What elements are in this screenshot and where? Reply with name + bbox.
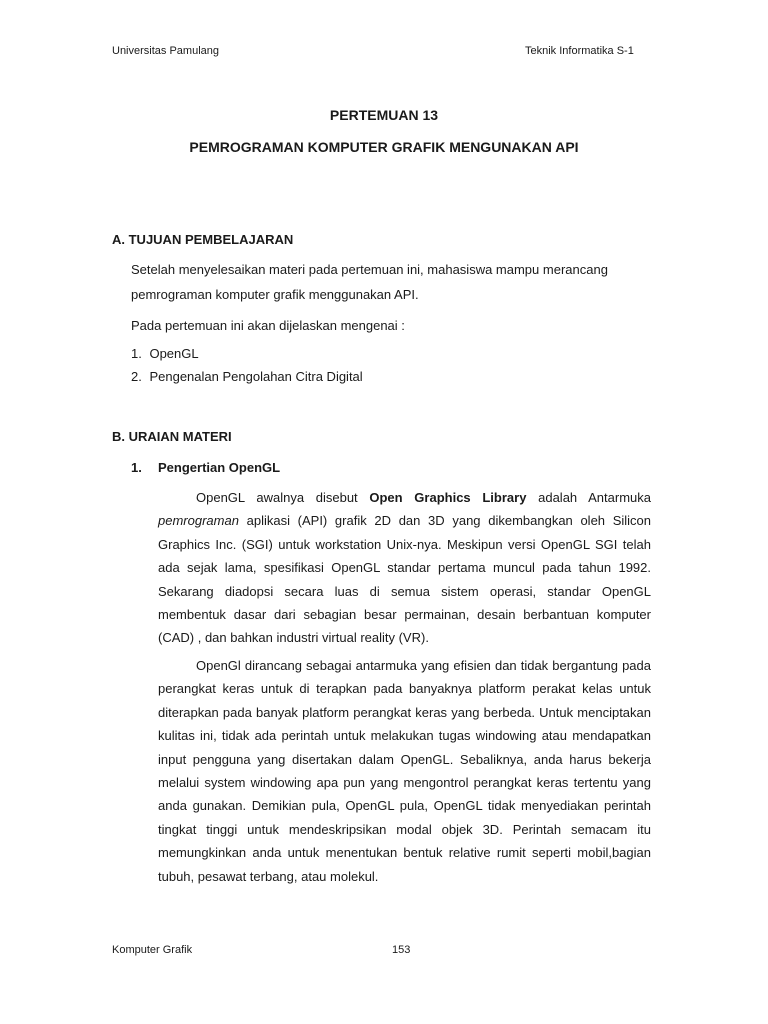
topic-title: PEMROGRAMAN KOMPUTER GRAFIK MENGUNAKAN API <box>189 139 579 155</box>
objective-line-1: Setelah menyelesaikan materi pada pertemuan ini, mahasiswa mampu merancang <box>131 262 608 277</box>
para1-text-3: aplikasi (API) grafik 2D dan 3D yang dikembangkan oleh Silicon Graphics Inc. (SGI) untuk workstation Unix-nya. Meskipun versi OpenGL SGI telah ada sejak lama, spesifikasi OpenGL standar pertama muncul pada tahun 1992. Sekarang diadopsi secara luas di semua sistem operasi, standar OpenGL membentuk dasar dari sebagian besar permainan, desain berbantuan komputer (CAD) , dan bahkan industri virtual reality (VR). <box>158 513 651 646</box>
section-a-heading: A. TUJUAN PEMBELAJARAN <box>112 232 294 247</box>
paragraph-1 <box>158 486 651 650</box>
meeting-title: PERTEMUAN 13 <box>329 107 439 123</box>
header-university: Universitas Pamulang <box>112 45 219 57</box>
subsection-title: Pengertian OpenGL <box>158 460 281 475</box>
list-item-text: Pengenalan Pengolahan Citra Digital <box>149 369 363 384</box>
subsection-number: 1. <box>131 460 142 475</box>
page-number: 153 <box>392 944 411 956</box>
para1-bold-term: Open Graphics Library <box>369 490 527 505</box>
list-item <box>131 346 199 361</box>
list-item-number: 2. <box>131 369 142 384</box>
objective-intro: Pada pertemuan ini akan dijelaskan mengenai : <box>131 318 405 333</box>
footer-course: Komputer Grafik <box>112 944 193 956</box>
list-item-text: OpenGL <box>149 346 199 361</box>
para1-text-1: OpenGL awalnya disebut <box>196 490 370 505</box>
list-item <box>131 369 363 384</box>
paragraph-2 <box>158 654 651 888</box>
section-b-heading: B. URAIAN MATERI <box>112 429 232 444</box>
objective-line-2: pemrograman komputer grafik menggunakan API. <box>131 287 419 302</box>
para1-italic-term: pemrograman <box>158 513 239 529</box>
para1-text-2: adalah Antarmuka <box>526 490 651 505</box>
para2-text: OpenGl dirancang sebagai antarmuka yang efisien dan tidak bergantung pada perangkat keras untuk di terapkan pada banyaknya platform perakat kelas untuk diterapkan pada banyak platform perangkat keras yang berbeda. Untuk menciptakan kulitas ini, tidak ada perintah untuk melakukan tugas windowing atau mendapatkan input pengguna yang disertakan dalam OpenGL. Sebaliknya, anda harus bekerja melalui system windowing apa pun yang mengontrol perangkat keras tertentu yang anda gunakan. Demikian pula, OpenGL pula, OpenGL tidak menyediakan perintah tingkat tinggi untuk mendeskripsikan modal objek 3D. Perintah semacam itu memungkinkan anda untuk menentukan bentuk relative rumit seperti mobil,bagian tubuh, pesawat terbang, atau molekul. <box>158 658 651 884</box>
list-item-number: 1. <box>131 346 142 361</box>
header-department: Teknik Informatika S-1 <box>525 45 634 57</box>
